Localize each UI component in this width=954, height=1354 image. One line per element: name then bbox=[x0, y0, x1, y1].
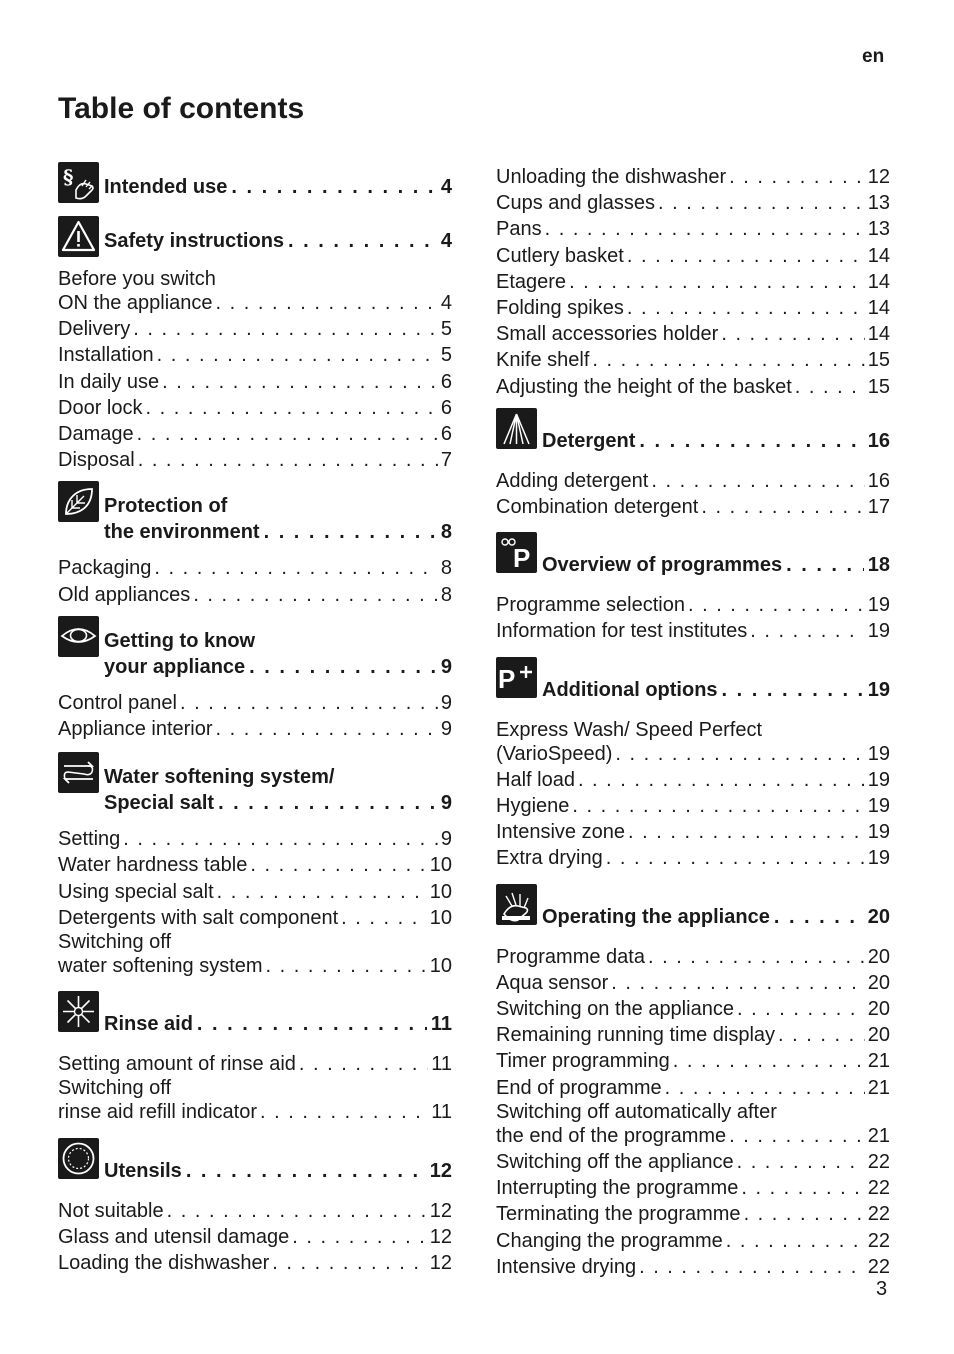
programmes-entries bbox=[496, 592, 890, 644]
toc-entry[interactable]: Programme selection . . . 19 bbox=[496, 592, 890, 618]
toc-entry[interactable]: Folding spikes . . . 14 bbox=[496, 295, 890, 321]
page-ref: 8 bbox=[440, 521, 452, 544]
section-title: Overview of programmes bbox=[542, 554, 783, 577]
toc-entry[interactable]: Programme data . . . 20 bbox=[496, 944, 890, 970]
svg-text:P: P bbox=[513, 543, 531, 574]
detergent-entries bbox=[496, 468, 890, 520]
water-softening-entries bbox=[58, 826, 452, 979]
section-environment[interactable] bbox=[58, 481, 452, 545]
entry-prefix: Before you switch bbox=[58, 268, 216, 290]
page-number: 3 bbox=[876, 1278, 888, 1300]
section-title: Operating the appliance bbox=[542, 905, 770, 928]
section-operating[interactable] bbox=[496, 880, 890, 930]
section-rinse-aid[interactable] bbox=[58, 987, 452, 1037]
toc-entry[interactable]: Switching on the appliance . . . 20 bbox=[496, 996, 890, 1022]
section-title-line1: Protection of bbox=[104, 495, 228, 518]
environment-entries bbox=[58, 555, 452, 607]
toc-entry[interactable]: rinse aid refill indicator . . . 11 bbox=[58, 1099, 452, 1125]
toc-entry[interactable]: Loading the dishwasher . . . 12 bbox=[58, 1250, 452, 1276]
warning-triangle-icon bbox=[58, 216, 99, 257]
page-title: Table of contents bbox=[58, 92, 305, 125]
toc-entry[interactable]: Glass and utensil damage . . . 12 bbox=[58, 1224, 452, 1250]
page-ref: 20 bbox=[867, 905, 890, 928]
water-softener-icon bbox=[58, 752, 99, 793]
toc-entry[interactable]: Interrupting the programme . . . 22 bbox=[496, 1175, 890, 1201]
toc-entry[interactable]: Old appliances . . . 8 bbox=[58, 582, 452, 608]
toc-entry[interactable]: Remaining running time display . . . 20 bbox=[496, 1022, 890, 1048]
section-detergent[interactable] bbox=[496, 408, 890, 454]
utensils-entries bbox=[58, 1198, 452, 1277]
toc-entry[interactable]: Timer programming . . . 21 bbox=[496, 1048, 890, 1074]
toc-entry[interactable]: Small accessories holder . . . 14 bbox=[496, 321, 890, 347]
getting-to-know-entries bbox=[58, 690, 452, 742]
page-ref: 9 bbox=[440, 792, 452, 815]
toc-entry[interactable]: Detergents with salt component . . . 10 bbox=[58, 905, 452, 931]
toc-entry[interactable]: Switching off the appliance . . . 22 bbox=[496, 1149, 890, 1175]
toc-entry[interactable]: Water hardness table . . . 10 bbox=[58, 852, 452, 878]
section-title-line2: your appliance bbox=[104, 655, 246, 678]
entry-prefix: Express Wash/ Speed Perfect bbox=[496, 718, 763, 741]
toc-entry[interactable]: Disposal . . . 7 bbox=[58, 447, 452, 473]
section-title-line2: the environment bbox=[104, 521, 260, 544]
section-title: Additional options bbox=[542, 678, 718, 701]
toc-entry[interactable]: In daily use . . . 6 bbox=[58, 369, 452, 395]
p-plus-icon bbox=[496, 657, 537, 698]
toc-entry[interactable]: the end of the programme . . . 21 bbox=[496, 1123, 890, 1149]
toc-entry[interactable]: Hygiene . . . 19 bbox=[496, 793, 890, 819]
plate-icon bbox=[58, 1138, 99, 1179]
section-intended-use[interactable] bbox=[58, 160, 452, 200]
toc-entry[interactable]: Setting amount of rinse aid . . . 11 bbox=[58, 1051, 452, 1077]
toc-entry[interactable]: Information for test institutes . . . 19 bbox=[496, 618, 890, 644]
page-ref: 4 bbox=[440, 176, 452, 198]
page-ref: 19 bbox=[867, 678, 890, 701]
rinse-aid-sparkle-icon bbox=[58, 991, 99, 1032]
leaf-icon bbox=[58, 481, 99, 522]
entry-prefix: Switching off bbox=[58, 931, 172, 954]
svg-text:§: § bbox=[63, 165, 74, 189]
toc-entry[interactable]: Adjusting the height of the basket . . . 15 bbox=[496, 374, 890, 400]
toc-entry[interactable]: Using special salt . . . 10 bbox=[58, 879, 452, 905]
section-title-line1: Water softening system/ bbox=[104, 766, 335, 789]
toc-entry[interactable]: Etagere . . . 14 bbox=[496, 269, 890, 295]
rinse-aid-entries bbox=[58, 1051, 452, 1125]
toc-entry[interactable]: Cups and glasses . . . 13 bbox=[496, 190, 890, 216]
page-ref: 4 bbox=[440, 230, 452, 252]
toc-entry[interactable]: Aqua sensor . . . 20 bbox=[496, 970, 890, 996]
programme-p-icon bbox=[496, 532, 537, 573]
section-title: Detergent bbox=[542, 429, 636, 452]
page-ref: 16 bbox=[867, 429, 890, 452]
toc-right-column bbox=[496, 164, 890, 1280]
section-water-softening[interactable] bbox=[58, 750, 452, 816]
section-title-line1: Getting to know bbox=[104, 629, 256, 652]
page-ref: 18 bbox=[867, 554, 890, 577]
additional-options-entries bbox=[496, 719, 890, 872]
toc-entry[interactable]: Not suitable . . . 12 bbox=[58, 1198, 452, 1224]
section-safety-instructions[interactable] bbox=[58, 224, 452, 254]
section-title: Intended use bbox=[104, 176, 228, 198]
toc-entry[interactable]: Pans . . . 13 bbox=[496, 216, 890, 242]
eye-icon bbox=[58, 616, 99, 657]
section-title-line2: Special salt bbox=[104, 792, 215, 815]
toc-entry[interactable]: Packaging . . . 8 bbox=[58, 555, 452, 581]
toc-entry[interactable]: Setting . . . 9 bbox=[58, 826, 452, 852]
page-ref: 11 bbox=[430, 1013, 452, 1036]
toc-entry[interactable]: Unloading the dishwasher . . . 12 bbox=[496, 164, 890, 190]
toc-entry[interactable]: ON the appliance . . . 4 bbox=[58, 290, 452, 316]
toc-entry[interactable]: Adding detergent . . . 16 bbox=[496, 468, 890, 494]
toc-entry[interactable]: Cutlery basket . . . 14 bbox=[496, 243, 890, 269]
toc-entry[interactable]: Intensive zone . . . 19 bbox=[496, 819, 890, 845]
section-title: Safety instructions bbox=[104, 230, 285, 252]
utensils-continued-entries bbox=[496, 164, 890, 400]
operating-entries bbox=[496, 944, 890, 1280]
paragraph-hand-icon bbox=[58, 162, 99, 203]
toc-entry[interactable]: Changing the programme . . . 22 bbox=[496, 1228, 890, 1254]
toc-entry[interactable]: Control panel . . . 9 bbox=[58, 690, 452, 716]
hand-operating-icon bbox=[496, 884, 537, 925]
section-utensils[interactable] bbox=[58, 1134, 452, 1184]
entry-prefix: Switching off automatically after bbox=[496, 1100, 777, 1123]
section-title: Rinse aid bbox=[104, 1013, 193, 1036]
toc-entry[interactable]: Intensive drying . . . 22 bbox=[496, 1254, 890, 1280]
toc-entry[interactable]: Half load . . . 19 bbox=[496, 767, 890, 793]
toc-entry[interactable]: Door lock . . . 6 bbox=[58, 395, 452, 421]
page-ref: 9 bbox=[440, 655, 452, 678]
toc-entry[interactable]: Combination detergent . . . 17 bbox=[496, 494, 890, 520]
entry-prefix: Switching off bbox=[58, 1077, 172, 1100]
toc-entry[interactable]: Delivery . . . 5 bbox=[58, 316, 452, 342]
toc-entry[interactable]: Terminating the programme . . . 22 bbox=[496, 1201, 890, 1227]
toc-entry[interactable]: End of programme . . . 21 bbox=[496, 1075, 890, 1101]
page-ref: 12 bbox=[429, 1159, 452, 1182]
toc-entry[interactable]: Appliance interior . . . 9 bbox=[58, 716, 452, 742]
svg-text:P: P bbox=[498, 663, 516, 694]
toc-left-column bbox=[58, 160, 452, 1276]
toc-entry[interactable]: (VarioSpeed) . . . 19 bbox=[496, 741, 890, 767]
toc-entry[interactable]: Knife shelf . . . 15 bbox=[496, 347, 890, 373]
section-additional-options[interactable] bbox=[496, 653, 890, 703]
toc-entry[interactable]: Damage . . . 6 bbox=[58, 421, 452, 447]
safety-entries bbox=[58, 268, 452, 473]
detergent-icon bbox=[496, 408, 537, 449]
language-label: en bbox=[862, 46, 885, 67]
section-getting-to-know[interactable] bbox=[58, 614, 452, 680]
toc-entry[interactable]: Installation . . . 5 bbox=[58, 342, 452, 368]
toc-entry[interactable]: water softening system . . . 10 bbox=[58, 953, 452, 979]
section-title: Utensils bbox=[104, 1159, 182, 1182]
toc-entry[interactable]: Extra drying . . . 19 bbox=[496, 845, 890, 871]
section-programmes[interactable] bbox=[496, 528, 890, 578]
